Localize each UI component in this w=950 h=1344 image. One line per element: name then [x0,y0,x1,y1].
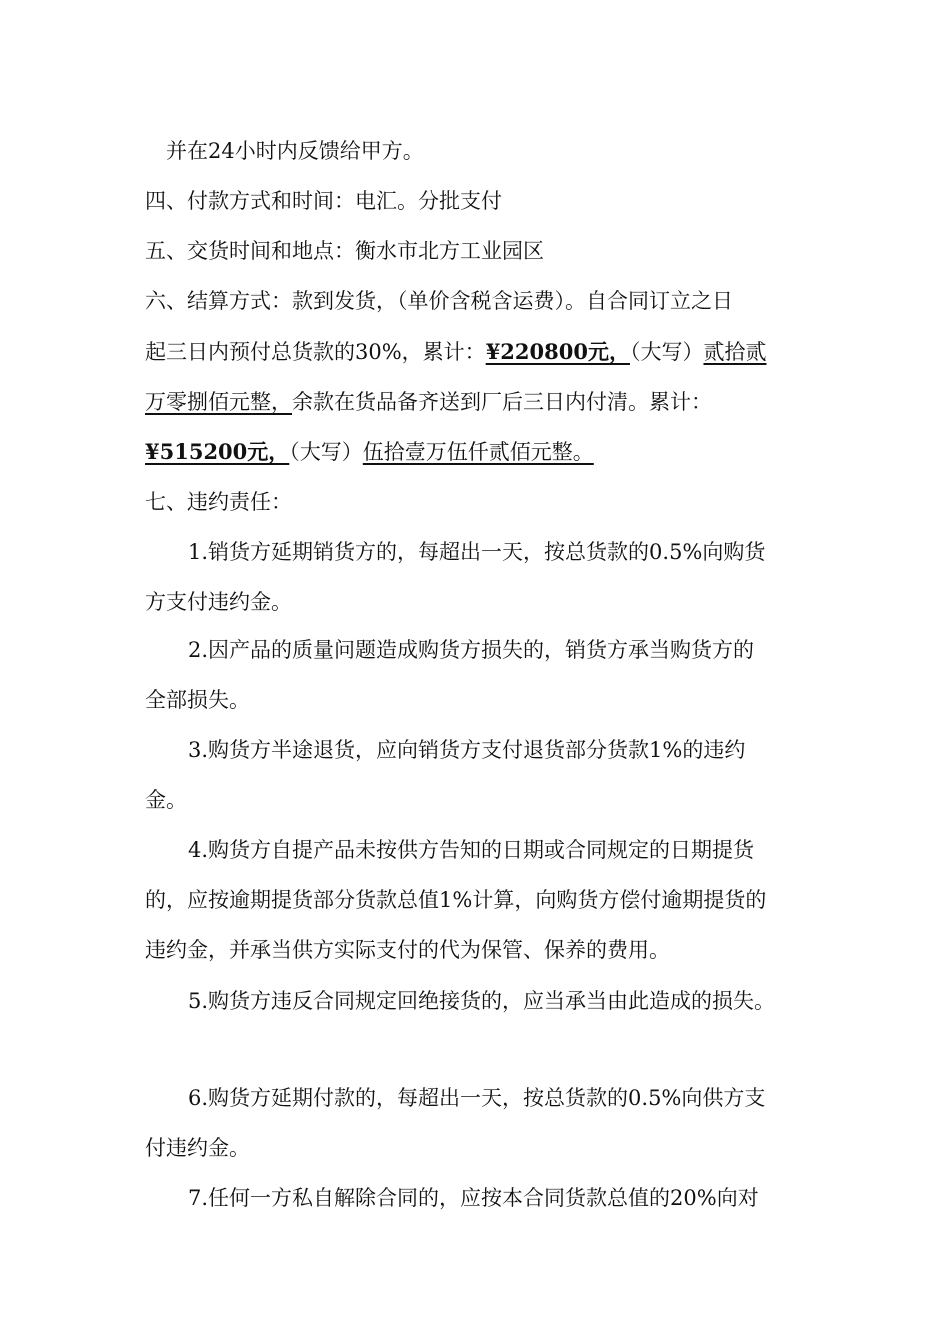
balance-amount-capital: 伍拾壹万伍仟贰佰元整。 [362,440,594,464]
text-line-content: 余款在货品备齐送到厂后三日内付清。累计： [292,390,712,414]
text-line-content: 全部损失。 [145,688,250,712]
text-line-content: 1.销货方延期销货方的，每超出一天，按总货款的0.5%向购货 [188,540,766,564]
text-line [145,438,594,466]
text-line-content: 5.购货方违反合同规定回绝接货的，应当承当由此造成的损失。 [188,989,776,1013]
clause-1 [188,538,765,566]
text-line [145,338,766,366]
prepayment-amount-capital-cont: 万零捌佰元整， [145,390,292,414]
prepayment-amount-capital: 贰拾贰 [703,340,767,364]
text-line [145,786,187,814]
text-line-content: 四、付款方式和时间：电汇。分批支付 [145,189,502,213]
capital-label: （大写） [629,340,704,364]
text-line-content: 2.因产品的质量问题造成购货方损失的，销货方承当购货方的 [188,638,755,662]
text-line [145,936,670,964]
clause-2 [188,636,754,664]
text-line-content: 五、交货时间和地点：衡水市北方工业园区 [145,239,544,263]
text-line [166,137,424,165]
text-line-content: 7.任何一方私自解除合同的，应按本合同货款总值的20%向对 [188,1186,759,1210]
text-line-content: 并在24小时内反馈给甲方。 [166,139,424,163]
text-line-content: 六、结算方式：款到发货，（单价含税含运费）。自合同订立之日 [145,289,733,313]
text-line-content: 七、违约责任： [145,490,292,514]
text-line-content: 3.购货方半途退货，应向销货方支付退货部分货款1%的违约 [188,738,746,762]
section-four-payment-method [145,187,502,215]
text-line-content: 6.购货方延期付款的，每超出一天，按总货款的0.5%向供方支 [188,1086,766,1110]
text-line-content: 起三日内预付总货款的30%，累计： [145,340,486,364]
text-line-content: 的，应按逾期提货部分货款总值1%计算，向购货方偿付逾期提货的 [145,888,767,912]
clause-5 [188,987,775,1015]
text-line-content: 4.购货方自提产品未按供方告知的日期或合同规定的日期提货 [188,838,755,862]
clause-7 [188,1184,759,1212]
text-line-content: 付违约金。 [145,1136,250,1160]
clause-6 [188,1084,765,1112]
text-line [145,886,766,914]
clause-3 [188,736,745,764]
text-line-content: 金。 [145,788,187,812]
balance-amount: ¥515200元， [145,439,290,464]
prepayment-amount: ¥220800元， [485,339,630,364]
text-line [145,1134,250,1162]
capital-label: （大写） [289,440,363,464]
text-line [145,686,250,714]
text-line [145,388,712,416]
section-seven-liability [145,488,292,516]
clause-4 [188,836,754,864]
section-six-settlement [145,287,733,315]
text-line-content: 方支付违约金。 [145,590,292,614]
text-line [145,588,292,616]
text-line-content: 违约金，并承当供方实际支付的代为保管、保养的费用。 [145,938,670,962]
section-five-delivery [145,237,544,265]
